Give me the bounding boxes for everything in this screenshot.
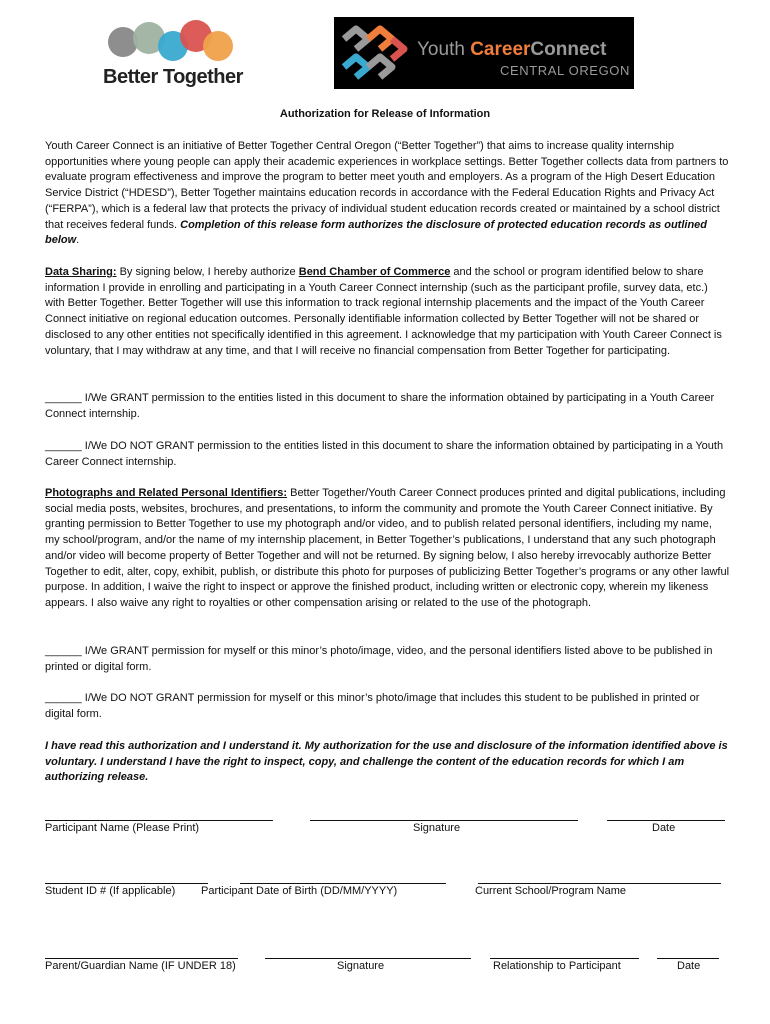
logo-circle-1 [108,27,138,57]
intro-text: Youth Career Connect is an initiative of Better Together Central Oregon (“Better Together”) that aims to increase quality internship opportunities where young people can apply their academic experiences in workplace settings. Better Together collects data from partners to evaluate program effectiveness and improve the program to better meet youth and employers. As a program of the High Desert Education Service District (“HDESD”), Better Together maintains education records in accordance with the Federal Education Rights and Privacy Act (“FERPA”), which is a federal law that protects the privacy of individual student education records created or maintained by a school district that receives federal funds. [45,140,729,231]
photographs-heading: Photographs and Related Personal Identifiers: [45,487,288,499]
ycc-word-connect: Connect [530,39,607,60]
guardian-signature-line[interactable] [265,958,471,959]
guardian-name-label: Parent/Guardian Name (IF UNDER 18) [45,960,236,972]
intro-end: . [76,234,80,247]
ycc-subtitle: CENTRAL OREGON [500,63,630,78]
grant-data-option: ______ I/We GRANT permission to the entities listed in this document to share the information obtained by participating in a Youth Career Connect internship. [45,392,715,420]
school-program-line[interactable] [478,883,721,884]
date-of-birth-line[interactable] [240,883,446,884]
participant-date-line[interactable] [607,820,725,821]
guardian-name-line[interactable] [45,958,238,959]
ycc-wordmark [417,39,606,61]
student-id-line[interactable] [45,883,208,884]
acknowledgment-statement: I have read this authorization and I understand it. My authorization for the use and disclosure of the information identified above is voluntary. I understand I have the right to inspect, copy, and challenge the content of the education records for which I am authorizing release. [45,740,728,784]
authorized-organization: Bend Chamber of Commerce [298,266,451,278]
intro-paragraph [45,139,729,249]
youth-career-connect-logo [334,17,634,89]
photographs-paragraph [45,486,729,612]
guardian-signature-label: Signature [337,960,385,972]
participant-name-line[interactable] [45,820,273,821]
guardian-date-label: Date [677,960,701,972]
data-sharing-text-2: and the school or program identified below to share information I provide in enrolling and participating in a Youth Career Connect internship (such as the participant profile, survey data, etc.) with Better Together. Better Together will use this information to track regional internship placements and the impact of the Youth Career Connect initiative on regional education outcomes. Personally identifiable information collected by Better Together will not be shared or disclosed to any other entities not specifically identified in this agreement. I acknowledge that my participation with Youth Career Connect is voluntary, that I may withdraw at any time, and that I will receive no financial compensation from Better Together for participating. [45,266,722,357]
photographs-text: Better Together/Youth Career Connect produces printed and digital publications, including social media posts, websites, brochures, and presentations, to inform the community and promote the Youth Career Connect initiative. By granting permission to Better Together to use my photograph and/or video, and to publish related personal identifiers, including my name, my school/program, and/or the name of my internship placement, in Better Together’s publications, I understand that any such photograph and/or video will become property of Better Together and will not be returned. By signing below, I also hereby irrevocably authorize Better Together to edit, alter, copy, exhibit, publish, or distribute this photo for purposes of publicizing Better Together’s programs or any other lawful purpose. In addition, I waive the right to inspect or approve the finished product, including written or electronic copy, wherein my likeness appears. I also waive any right to royalties or other compensation arising or related to the use of the photograph. [45,487,730,609]
ycc-emblem-icon [334,17,414,89]
no-grant-photo-option: ______ I/We DO NOT GRANT permission for myself or this minor’s photo/image that includes this student to be published in printed or digital form. [45,692,700,720]
participant-signature-line[interactable] [310,820,578,821]
logo-circles [103,18,243,68]
date-of-birth-label: Participant Date of Birth (DD/MM/YYYY) [201,885,398,897]
relationship-label: Relationship to Participant [493,960,621,972]
ycc-word-career: Career [470,39,531,60]
better-together-wordmark: Better Together [103,66,243,88]
grant-photo-option: ______ I/We GRANT permission for myself or this minor’s photo/image, video, and the personal identifiers listed above to be published in printed or digital form. [45,645,713,673]
signature-row-2 [0,871,770,901]
better-together-logo [103,18,243,90]
participant-signature-label: Signature [413,822,461,834]
page-title: Authorization for Release of Information [279,108,491,120]
data-sharing-text-1: By signing below, I hereby authorize [116,266,299,278]
logo-circle-5 [203,31,233,61]
guardian-date-line[interactable] [657,958,719,959]
signature-row-1 [0,808,770,838]
relationship-line[interactable] [490,958,639,959]
signature-row-3 [0,946,770,976]
data-sharing-heading: Data Sharing: [45,266,117,278]
participant-name-label: Participant Name (Please Print) [45,822,200,834]
school-program-label: Current School/Program Name [475,885,627,897]
no-grant-data-option: ______ I/We DO NOT GRANT permission to the entities listed in this document to share the information obtained by participating in a Youth Career Connect internship. [45,440,724,468]
student-id-label: Student ID # (If applicable) [45,885,176,897]
data-sharing-paragraph [45,265,729,359]
ycc-word-youth: Youth [417,39,465,60]
intro-emphasis: Completion of this release form authorizes the disclosure of protected education records as outlined below [45,218,708,247]
participant-date-label: Date [652,822,676,834]
